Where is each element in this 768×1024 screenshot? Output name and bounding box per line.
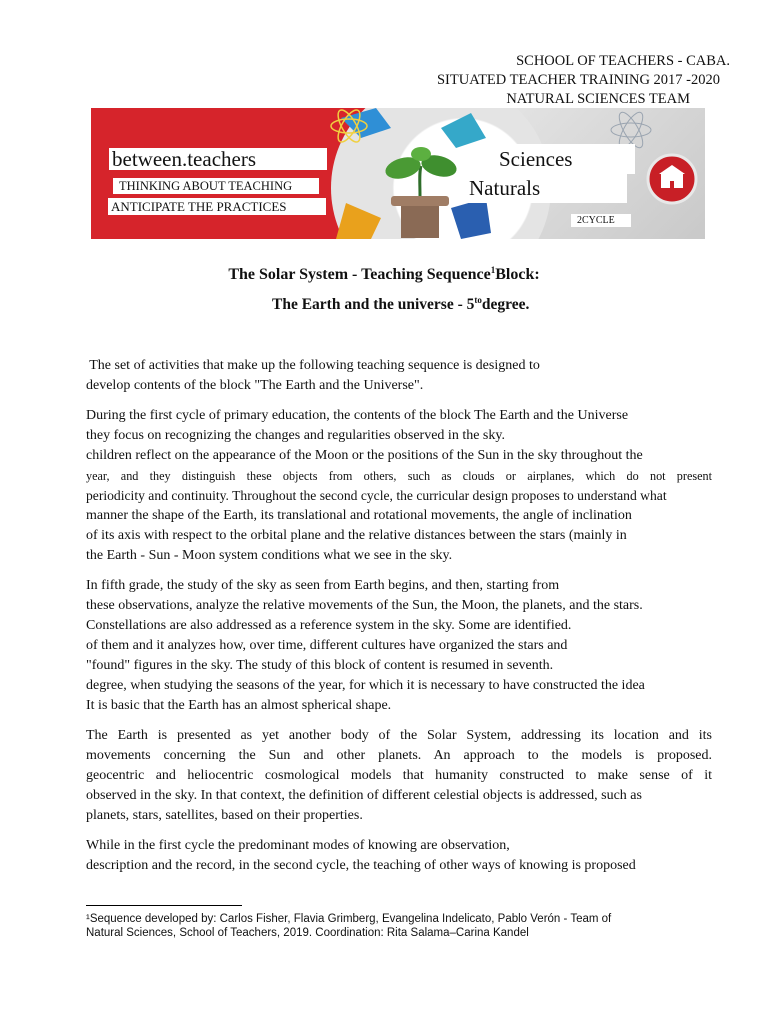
p5-line-2: description and the record, in the second cycle, the teaching of other ways of knowing is proposed (86, 858, 636, 873)
banner-image (91, 108, 705, 239)
header-program: SITUATED TEACHER TRAINING 2017 -2020 (436, 72, 720, 88)
header-team: NATURAL SCIENCES TEAM (506, 91, 690, 107)
banner-title: between.teachers (109, 148, 327, 170)
p1-line-1: The set of activities that make up the following teaching sequence is designed to (86, 358, 540, 373)
p2-line-4: year, and they distinguish these objects from others, such as clouds or airplanes, which do not present (86, 469, 712, 483)
paragraph-1 (86, 356, 712, 396)
p2-line-1: During the first cycle of primary education, the contents of the block The Earth and the Universe (86, 408, 629, 423)
paragraph-5 (86, 836, 712, 876)
p3-line-4: of them and it analyzes how, over time, different cultures have organized the stars and (86, 638, 568, 653)
document-title (0, 266, 768, 284)
paragraph-3 (86, 576, 712, 716)
p3-line-7: It is basic that the Earth has an almost spherical shape. (86, 698, 392, 713)
banner-shape-teal (441, 113, 486, 148)
p3-line-6: degree, when studying the seasons of the year, for which it is necessary to have constructed the idea (86, 678, 645, 693)
p2-line-8: the Earth - Sun - Moon system conditions what we see in the sky. (86, 548, 453, 563)
p3-line-1: In fifth grade, the study of the sky as seen from Earth begins, and then, starting from (86, 578, 560, 593)
paragraph-4 (86, 726, 712, 826)
banner-shape-orange (336, 203, 381, 239)
p2-line-7: of its axis with respect to the orbital plane and the relative distances between the stars (mainly in (86, 528, 627, 543)
p3-line-2: these observations, analyze the relative movements of the Sun, the Moon, the planets, and the stars. (86, 598, 643, 613)
p2-line-5: periodicity and continuity. Throughout the second cycle, the curricular design proposes to understand what (86, 488, 667, 503)
p5-line-1: While in the first cycle the predominant modes of knowing are observation, (86, 838, 510, 853)
banner-naturals: Naturals (464, 174, 627, 203)
title-main-b: Block: (495, 266, 540, 283)
title-main-a: The Solar System - Teaching Sequence (228, 266, 491, 283)
header-school: SCHOOL OF TEACHERS - CABA. (516, 53, 730, 69)
school-building-icon (648, 155, 696, 203)
footnote-line-1: ¹Sequence developed by: Carlos Fisher, Flavia Grimberg, Evangelina Indelicato, Pablo Verón - Team of (86, 913, 612, 925)
banner-cycle: 2CYCLE (571, 214, 631, 227)
p4-line-1: The Earth is presented as yet another body of the Solar System, addressing its location and its (86, 728, 712, 743)
banner-shape-navy (451, 198, 491, 239)
title-footnote-ref: 1 (490, 265, 496, 275)
subtitle-ordinal: to (474, 295, 482, 305)
document-header (370, 52, 730, 109)
paragraph-2 (86, 406, 712, 566)
footnote-line-2: Natural Sciences, School of Teachers, 2019. Coordination: Rita Salama–Carina Kandel (86, 927, 529, 939)
banner-subtitle-2: ANTICIPATE THE PRACTICES (108, 198, 326, 215)
document-subtitle (272, 296, 529, 314)
banner-subtitle-1: THINKING ABOUT TEACHING (113, 178, 319, 194)
banner-sciences: Sciences (493, 144, 635, 174)
p2-line-2: they focus on recognizing the changes and regularities observed in the sky. (86, 428, 505, 443)
subtitle-a: The Earth and the universe - 5 (272, 296, 475, 313)
p4-line-5: planets, stars, satellites, based on their properties. (86, 808, 363, 823)
p3-line-5: "found" figures in the sky. The study of this block of content is resumed in seventh. (86, 658, 554, 673)
p2-line-6: manner the shape of the Earth, its translational and rotational movements, the angle of inclination (86, 508, 632, 523)
p4-line-2: movements concerning the Sun and other planets. An approach to the models is proposed. (86, 748, 712, 763)
footnote-separator (86, 905, 242, 906)
plant-icon (383, 147, 459, 238)
subtitle-b: degree. (481, 296, 530, 313)
p4-line-4: observed in the sky. In that context, the definition of different celestial objects is addressed, such as (86, 788, 642, 803)
p3-line-3: Constellations are also addressed as a reference system in the sky. Some are identified. (86, 618, 572, 633)
p4-line-3: geocentric and heliocentric cosmological models that humanity constructed to make sense of it (86, 768, 712, 783)
document-body (86, 356, 712, 886)
p2-line-3: children reflect on the appearance of the Moon or the positions of the Sun in the sky throughout the (86, 448, 643, 463)
p1-line-2: develop contents of the block "The Earth and the Universe". (86, 378, 424, 393)
footnote (86, 912, 706, 940)
